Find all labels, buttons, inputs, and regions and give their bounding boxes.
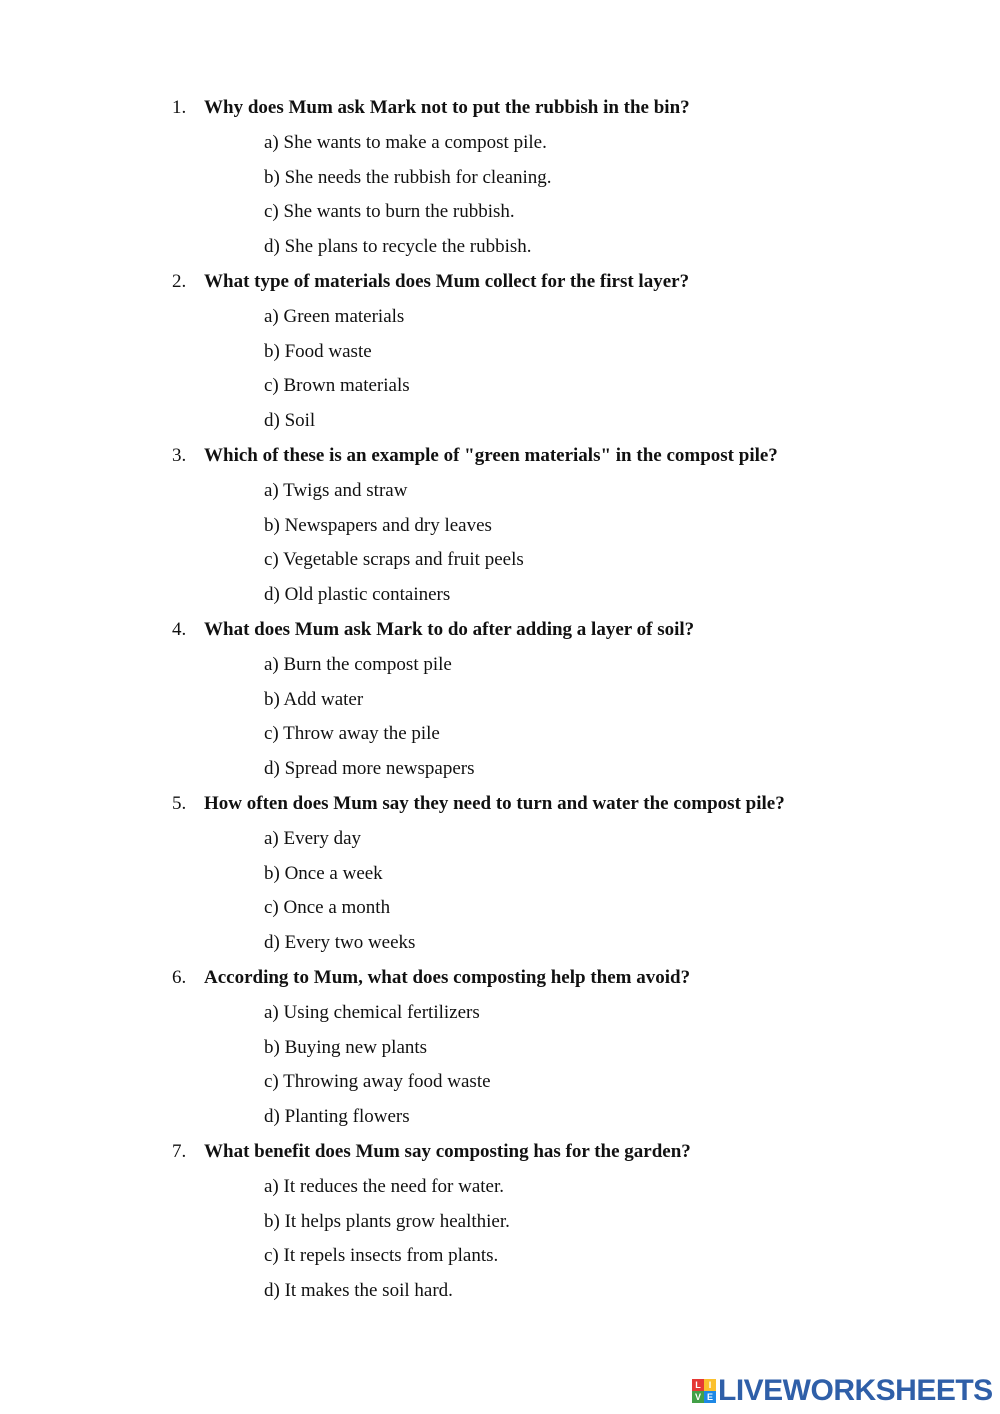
brand-name: LIVEWORKSHEETS [718, 1374, 993, 1407]
option-3c[interactable]: c) Vegetable scraps and fruit peels [264, 549, 524, 570]
option-3d[interactable]: d) Old plastic containers [264, 584, 451, 605]
question-1 [172, 97, 690, 119]
option-1b[interactable]: b) She needs the rubbish for cleaning. [264, 167, 552, 188]
option-2b[interactable]: b) Food waste [264, 341, 372, 362]
logo-letter-l: L [692, 1379, 704, 1391]
option-2a[interactable]: a) Green materials [264, 306, 405, 327]
question-7 [172, 1141, 691, 1163]
question-text: Which of these is an example of "green materials" in the compost pile? [204, 445, 778, 466]
option-2c[interactable]: c) Brown materials [264, 375, 410, 396]
option-1c[interactable]: c) She wants to burn the rubbish. [264, 201, 515, 222]
liveworksheets-brand [692, 1374, 993, 1408]
option-1a[interactable]: a) She wants to make a compost pile. [264, 132, 547, 153]
option-3a[interactable]: a) Twigs and straw [264, 480, 408, 501]
liveworksheets-logo-icon [692, 1379, 716, 1403]
option-6a[interactable]: a) Using chemical fertilizers [264, 1002, 480, 1023]
question-number: 3. [172, 445, 187, 466]
question-number: 5. [172, 793, 187, 814]
option-6c[interactable]: c) Throwing away food waste [264, 1071, 491, 1092]
option-5a[interactable]: a) Every day [264, 828, 362, 849]
option-3b[interactable]: b) Newspapers and dry leaves [264, 515, 492, 536]
question-2 [172, 271, 689, 293]
option-7c[interactable]: c) It repels insects from plants. [264, 1245, 499, 1266]
question-text: What benefit does Mum say composting has for the garden? [204, 1141, 691, 1162]
question-text: What does Mum ask Mark to do after adding a layer of soil? [204, 619, 695, 640]
question-text: How often does Mum say they need to turn and water the compost pile? [204, 793, 785, 814]
logo-letter-e: E [704, 1391, 716, 1403]
option-4c[interactable]: c) Throw away the pile [264, 723, 440, 744]
question-number: 4. [172, 619, 187, 640]
option-6b[interactable]: b) Buying new plants [264, 1037, 428, 1058]
option-5c[interactable]: c) Once a month [264, 897, 391, 918]
question-text: What type of materials does Mum collect for the first layer? [204, 271, 690, 292]
question-5 [172, 793, 785, 815]
question-3 [172, 445, 778, 467]
option-4b[interactable]: b) Add water [264, 689, 364, 710]
logo-letter-i: I [704, 1379, 716, 1391]
question-number: 1. [172, 97, 187, 118]
question-6 [172, 967, 690, 989]
option-4a[interactable]: a) Burn the compost pile [264, 654, 452, 675]
question-text: According to Mum, what does composting help them avoid? [204, 967, 691, 988]
option-5b[interactable]: b) Once a week [264, 863, 383, 884]
logo-letter-v: V [692, 1391, 704, 1403]
question-4 [172, 619, 694, 641]
option-4d[interactable]: d) Spread more newspapers [264, 758, 475, 779]
question-text: Why does Mum ask Mark not to put the rubbish in the bin? [204, 97, 690, 118]
option-7b[interactable]: b) It helps plants grow healthier. [264, 1211, 510, 1232]
question-number: 6. [172, 967, 187, 988]
option-2d[interactable]: d) Soil [264, 410, 316, 431]
option-5d[interactable]: d) Every two weeks [264, 932, 416, 953]
question-number: 2. [172, 271, 187, 292]
option-1d[interactable]: d) She plans to recycle the rubbish. [264, 236, 532, 257]
question-number: 7. [172, 1141, 187, 1162]
option-7d[interactable]: d) It makes the soil hard. [264, 1280, 453, 1301]
option-6d[interactable]: d) Planting flowers [264, 1106, 410, 1127]
option-7a[interactable]: a) It reduces the need for water. [264, 1176, 505, 1197]
